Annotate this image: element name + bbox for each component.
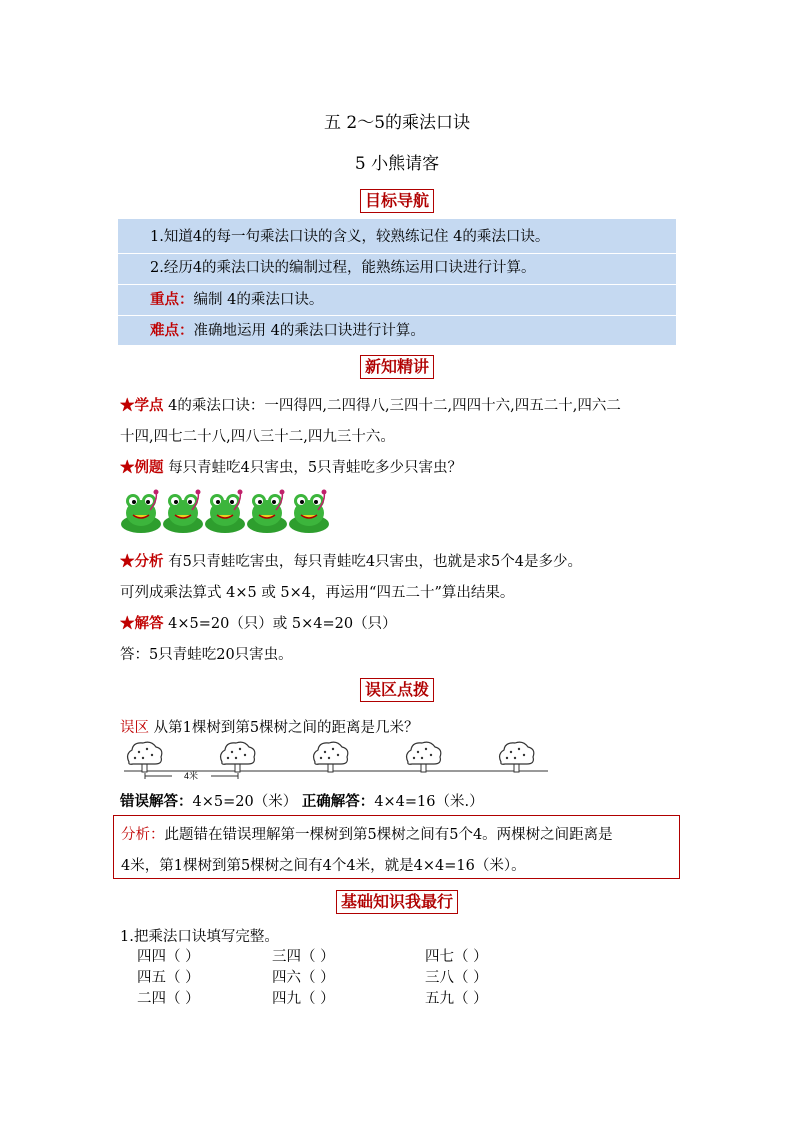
- section-new-heading: 新知精讲: [360, 355, 434, 379]
- fill-item[interactable]: 二四（ ）: [137, 991, 200, 1007]
- frog-icon: [289, 490, 329, 534]
- goal-2: 2.经历4的乘法口诀的编制过程，能熟练运用口诀进行计算。: [150, 260, 536, 276]
- exercise-question-1: 1.把乘法口诀填写完整。: [120, 929, 279, 945]
- frog-icon: [121, 490, 161, 534]
- frog-icon: [163, 490, 203, 534]
- lesson-title: 5 小熊请客: [354, 154, 440, 174]
- answer-line: ★解答 4×5=20（只）或 5×4=20（只）: [120, 615, 397, 632]
- fill-item[interactable]: 五九（ ）: [425, 991, 488, 1007]
- goal-hard-point: 难点：准确地运用 4的乘法口诀进行计算。: [150, 322, 425, 339]
- frogs-illustration: [120, 488, 335, 536]
- fill-item[interactable]: 四七（ ）: [425, 949, 488, 965]
- trees-diagram: [120, 740, 550, 785]
- unit-title: 五 2～5的乘法口诀: [323, 113, 471, 133]
- mistake-analysis-box: [113, 815, 680, 879]
- analysis-line2: 可列成乘法算式 4×5 或 5×4，再运用“四五二十”算出结果。: [120, 585, 515, 601]
- study-point-line1: ★学点 4的乘法口诀：一四得四,二四得八,三四十二,四四十六,四五二十,四六二: [120, 397, 621, 414]
- mistake-question: 误区 从第1棵树到第5棵树之间的距离是几米？: [120, 720, 419, 736]
- tree-icon: [500, 742, 534, 772]
- fill-item[interactable]: 四九（ ）: [272, 991, 335, 1007]
- fill-item[interactable]: 四六（ ）: [272, 970, 335, 986]
- answers-line: 错误解答：4×5=20（米） 正确解答：4×4=16（米.）: [120, 793, 484, 810]
- section-basic-heading: 基础知识我最行: [336, 890, 458, 914]
- frog-icon: [205, 490, 245, 534]
- mistake-analysis-line1: 分析：此题错在错误理解第一棵树到第5棵树之间有5个4。两棵树之间距离是: [121, 827, 613, 843]
- tree-icon: [221, 742, 255, 772]
- tree-icon: [128, 742, 162, 772]
- distance-label: 4米: [183, 771, 199, 781]
- goal-key-point: 重点：编制 4的乘法口诀。: [150, 291, 324, 308]
- goal-box: [118, 219, 676, 345]
- tree-icon: [314, 742, 348, 772]
- mistake-analysis-line2: 4米，第1棵树到第5棵树之间有4个4米，就是4×4=16（米）。: [121, 858, 526, 874]
- fill-item[interactable]: 四五（ ）: [137, 970, 200, 986]
- frog-icon: [247, 490, 287, 534]
- tree-icon: [407, 742, 441, 772]
- section-goal-heading: 目标导航: [360, 189, 434, 213]
- fill-item[interactable]: 三八（ ）: [425, 970, 488, 986]
- goal-1: 1.知道4的每一句乘法口诀的含义，较熟练记住 4的乘法口诀。: [150, 229, 550, 245]
- reply-line: 答：5只青蛙吃20只害虫。: [120, 647, 293, 663]
- study-point-line2: 十四,四七二十八,四八三十二,四九三十六。: [120, 429, 395, 445]
- fill-item[interactable]: 三四（ ）: [272, 949, 335, 965]
- example-line: ★例题 每只青蛙吃4只害虫，5只青蛙吃多少只害虫？: [120, 459, 463, 476]
- section-mistake-heading: 误区点拨: [360, 678, 434, 702]
- analysis-line1: ★分析 有5只青蛙吃害虫，每只青蛙吃4只害虫，也就是求5个4是多少。: [120, 553, 583, 570]
- fill-item[interactable]: 四四（ ）: [137, 949, 200, 965]
